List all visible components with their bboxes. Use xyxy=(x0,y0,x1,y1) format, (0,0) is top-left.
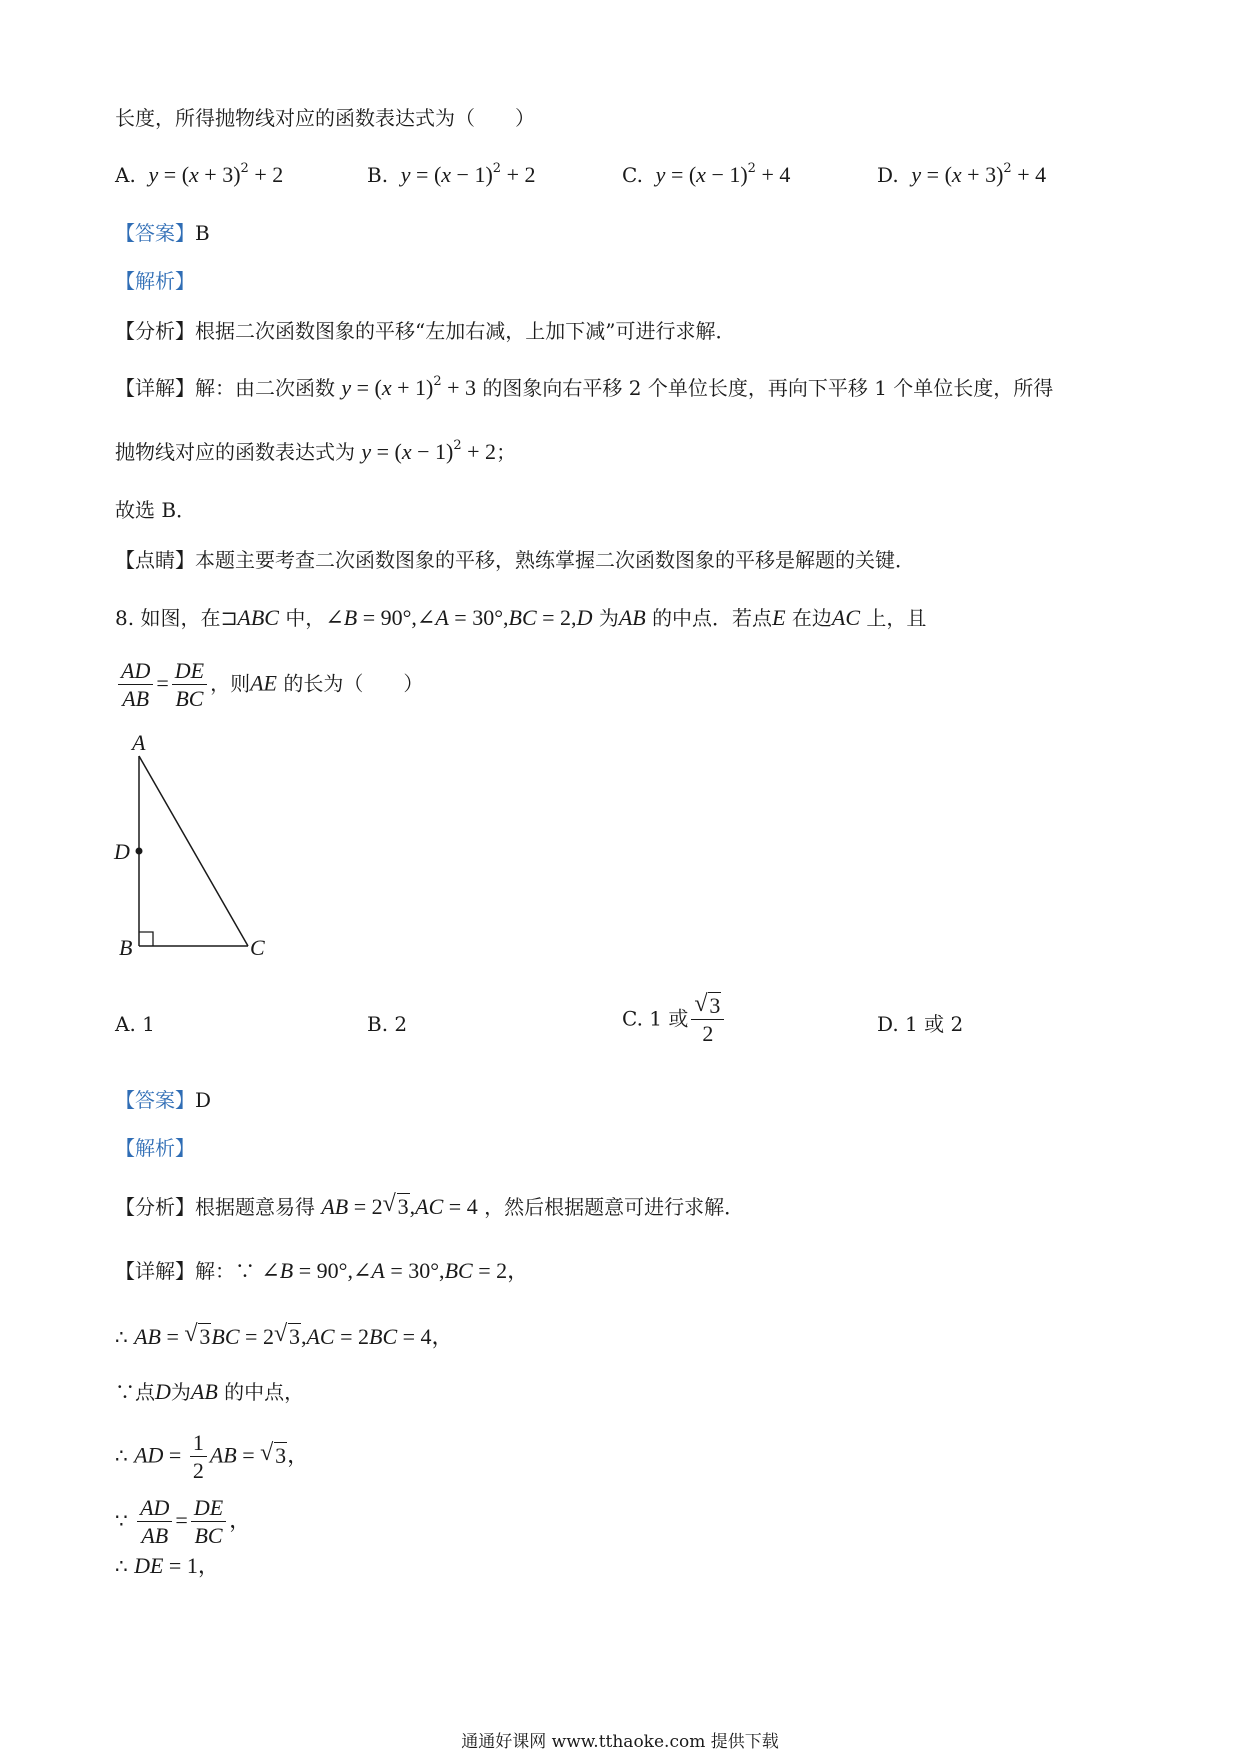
q8-detail-line1: 【详解】解：∵ ∠B = 90°,∠A = 30°,BC = 2， xyxy=(115,1258,530,1283)
label-a: A xyxy=(132,730,146,755)
right-angle-mark xyxy=(139,932,153,946)
q8-stem-line2: $\frac{AD}{AB}$ = $\frac{DE}{BC}$ ，则AE 的长为（ ） xyxy=(115,660,423,710)
q8-step-ad: ∴ AD = $\frac{1}{2}$ AB = √ 3， xyxy=(115,1432,309,1482)
q7-detail-line1: 【详解】解：由二次函数 $y = (x + 1)^2 + 3$ 的图象向右平移 2 个单位长度，再向下平移 1 个单位长度，所得 xyxy=(115,374,1054,400)
q8-step-de: ∴ DE = 1， xyxy=(115,1553,220,1578)
q7-choose: 故选 B． xyxy=(115,498,197,522)
q7-option-c: C. $y = (x - 1)^2 + 4$ xyxy=(622,161,791,187)
q8-option-c: C. 1 或 √ $\frac{3}{2}$ xyxy=(622,995,727,1045)
q8-option-b: B. 2 xyxy=(367,1012,408,1036)
q7-answer: 【答案】B xyxy=(115,221,210,245)
q8-step-midpoint: ∵点D为AB 的中点， xyxy=(115,1379,305,1404)
q7-detail-line2: 抛物线对应的函数表达式为 $y = (x - 1)^2 + 2$； xyxy=(115,438,517,464)
label-b: B xyxy=(119,935,133,960)
q7-dianjing: 【点睛】本题主要考查二次函数图象的平移，熟练掌握二次函数图象的平移是解题的关键． xyxy=(115,548,915,572)
q7-fenxi: 【分析】根据二次函数图象的平移“左加右减，上加下减”可进行求解． xyxy=(115,319,736,343)
point-d-dot xyxy=(136,848,143,855)
triangle-figure xyxy=(110,720,290,970)
label-d: D xyxy=(114,839,130,864)
q7-option-d: D. $y = (x + 3)^2 + 4$ xyxy=(877,161,1047,187)
q8-answer: 【答案】D xyxy=(115,1088,212,1112)
q8-step-ratio: ∵ $\frac{AD}{AB}$ = $\frac{DE}{BC}$ ， xyxy=(115,1495,252,1548)
q8-stem-line1: 8. 如图，在⊐ABC 中，∠B = 90°,∠A = 30°,BC = 2,D 为AB 的中点．若点E 在边AC 上，且 xyxy=(115,605,927,630)
label-c: C xyxy=(250,935,265,960)
q8-fenxi: 【分析】根据题意易得 AB = 2√ 3,AC = 4 ，然后根据题意可进行求解． xyxy=(115,1192,744,1222)
q7-analysis-tag: 【解析】 xyxy=(115,269,195,293)
side-ac xyxy=(139,756,248,946)
q7-stem-tail: 长度，所得抛物线对应的函数表达式为（ ） xyxy=(115,106,535,130)
q7-option-a: A. $y = (x + 3)^2 + 2$ xyxy=(115,161,284,187)
q8-option-a: A. 1 xyxy=(115,1012,155,1036)
q8-option-d: D. 1 或 2 xyxy=(877,1012,964,1036)
q8-analysis-tag: 【解析】 xyxy=(115,1136,195,1160)
q7-option-b: B. $y = (x - 1)^2 + 2$ xyxy=(367,161,536,187)
q8-step-ab: ∴ AB = √ 3BC = 2√ 3,AC = 2BC = 4， xyxy=(115,1322,454,1352)
footer-watermark: 通通好课网 www.tthaoke.com 提供下载 xyxy=(461,1732,779,1752)
